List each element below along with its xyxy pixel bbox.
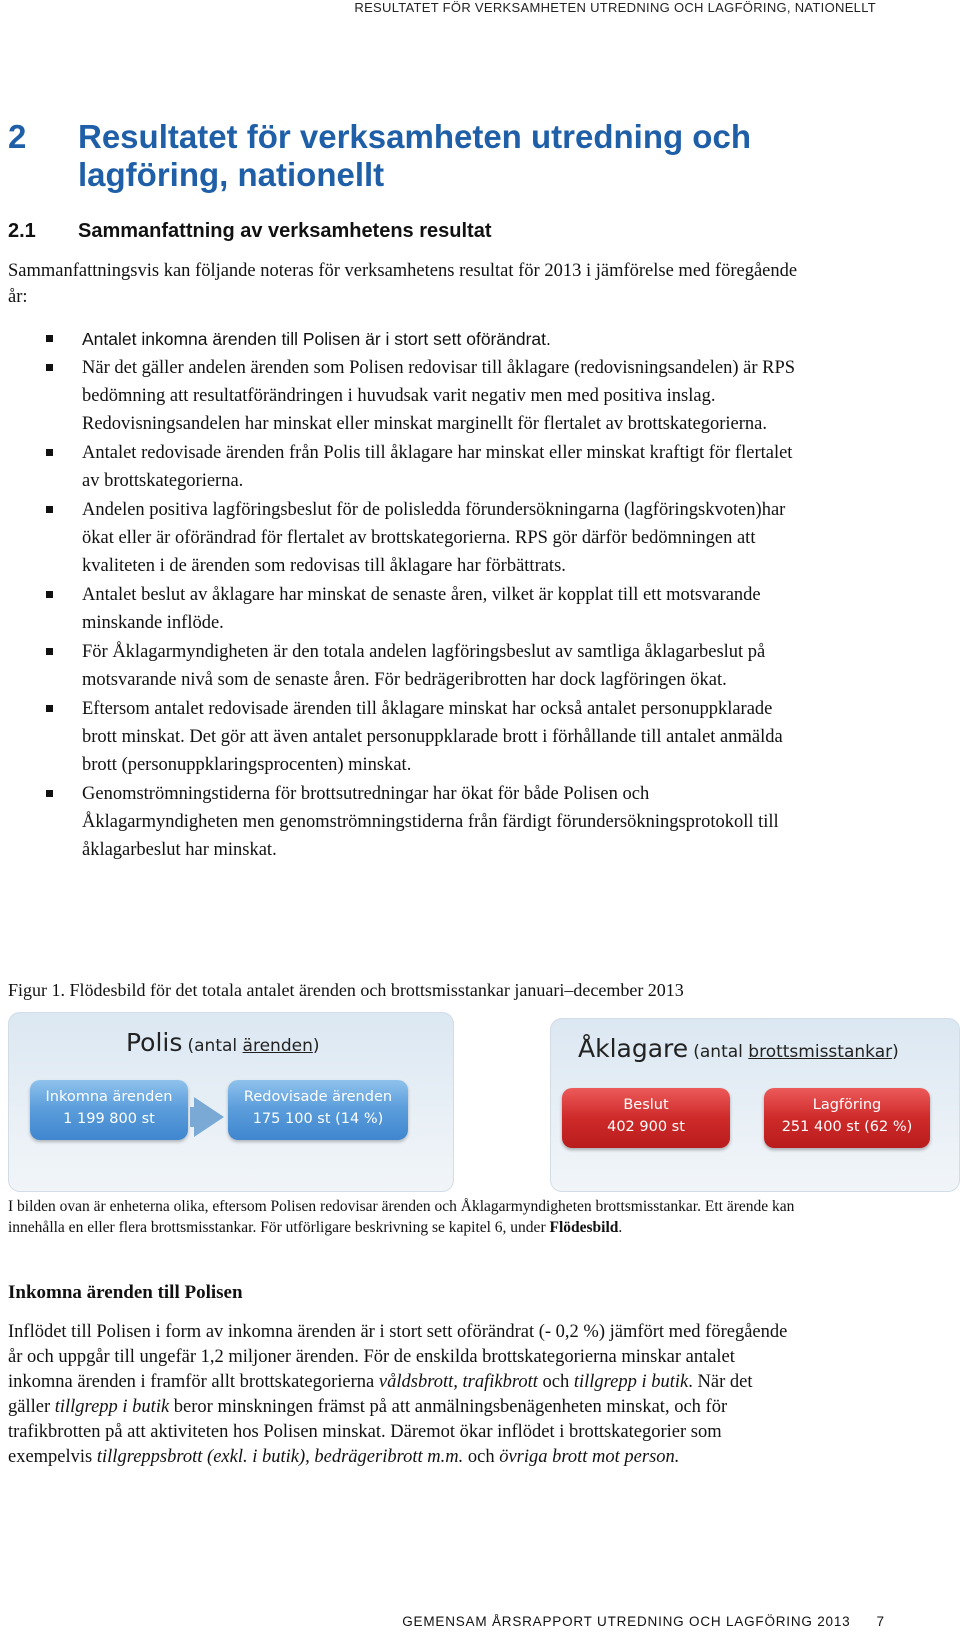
flow-diagram bbox=[8, 1012, 960, 1194]
beslut-box: Beslut 402 900 st bbox=[562, 1088, 730, 1148]
bullet-square-icon bbox=[46, 335, 53, 342]
bullet-square-icon bbox=[46, 705, 53, 712]
section-number: 2 bbox=[8, 118, 27, 155]
bullet-square-icon bbox=[46, 648, 53, 655]
list-item: Antalet beslut av åklagare har minskat de senaste åren, vilket är kopplat till ett motsvarande minskande inflöde. bbox=[8, 581, 808, 637]
intro-paragraph: Sammanfattningsvis kan följande noteras för verksamhetens resultat för 2013 i jämförelse med föregående år: bbox=[8, 261, 798, 307]
redovisade-box: Redovisade ärenden 175 100 st (14 %) bbox=[228, 1080, 408, 1140]
list-item: Genomströmningstiderna för brottsutredningar har ökat för både Polisen och Åklagarmyndigheten men genomströmningstiderna från färdigt förundersökningsprotokoll till åklagarbeslut har minskat. bbox=[8, 780, 808, 864]
inkomna-heading: Inkomna ärenden till Polisen bbox=[8, 1282, 243, 1303]
subsection-number: 2.1 bbox=[8, 220, 36, 242]
bullet-square-icon bbox=[46, 449, 53, 456]
bullet-square-icon bbox=[46, 506, 53, 513]
summary-list bbox=[8, 325, 808, 865]
arrow-right-icon bbox=[194, 1097, 224, 1137]
inkomna-paragraph: Inflödet till Polisen i form av inkomna ärenden är i stort sett oförändrat (- 0,2 %) jämfört med föregående år och uppgår till ungefär 1,2 miljoner ärenden. För de enskilda brottskategorierna minskar antalet inkomna ärenden i framför allt brottskategorierna våldsbrott, trafikbrott och tillgrepp i butik. När det gäller tillgrepp i butik beror minskningen främst på att anmälningsbenägenheten minskat, och för trafikbrotten på att aktiviteten hos Polisen minskat. Däremot ökar inflödet i brottskategorier som exempelvis tillgreppsbrott (exkl. i butik), bedrägeribrott m.m. och övriga brott mot person. bbox=[8, 1322, 788, 1467]
subsection-heading bbox=[8, 220, 492, 243]
list-item: Eftersom antalet redovisade ärenden till åklagare minskat har också antalet personuppklarade brott minskat. Det gör att även antalet personuppklarade brott i förhållande till antalet anmälda brott (personuppklaringsprocenten) minskat. bbox=[8, 695, 808, 779]
subsection-title: Sammanfattning av verksamhetens resultat bbox=[78, 220, 492, 242]
running-header: RESULTATET FÖR VERKSAMHETEN UTREDNING OCH LAGFÖRING, NATIONELLT bbox=[354, 0, 876, 15]
list-item: När det gäller andelen ärenden som Polisen redovisar till åklagare (redovisningsandelen) är RPS bedömning att resultatförändringen i huvudsak varit negativ men med positiva inslag. Redovisningsandelen har minskat eller minskat marginellt för flertalet av brottskategorierna. bbox=[8, 354, 808, 438]
list-item: Antalet inkomna ärenden till Polisen är i stort sett oförändrat. bbox=[8, 325, 808, 353]
lagforing-box: Lagföring 251 400 st (62 %) bbox=[764, 1088, 930, 1148]
list-item: Andelen positiva lagföringsbeslut för de polisledda förundersökningarna (lagföringskvoten)har ökat eller är oförändrad för flertalet av brottskategorierna. RPS gör därför bedömningen att kvaliteten i de ärenden som redovisas till åklagare har förbättrats. bbox=[8, 496, 808, 580]
bullet-square-icon bbox=[46, 364, 53, 371]
list-item: Antalet redovisade ärenden från Polis till åklagare har minskat eller minskat kraftigt för flertalet av brottskategorierna. bbox=[8, 439, 808, 495]
bullet-square-icon bbox=[46, 591, 53, 598]
aklagare-panel-title: Åklagare (antal brottsmisstankar) bbox=[578, 1034, 899, 1063]
page-number: 7 bbox=[876, 1614, 884, 1629]
figure-note: I bilden ovan är enheterna olika, eftersom Polisen redovisar ärenden och Åklagarmyndigheten brottsmisstankar. Ett ärende kan innehålla en eller flera brottsmisstankar. För utförligare beskrivning se kapitel 6, under Flödesbild. bbox=[8, 1198, 795, 1236]
section-title: Resultatet för verksamheten utredning och lagföring, nationellt bbox=[78, 118, 751, 193]
footer-title: GEMENSAM ÅRSRAPPORT UTREDNING OCH LAGFÖRING 2013 bbox=[402, 1614, 851, 1629]
inkomna-box: Inkomna ärenden 1 199 800 st bbox=[30, 1080, 188, 1140]
list-item: För Åklagarmyndigheten är den totala andelen lagföringsbeslut av samtliga åklagarbeslut på motsvarande nivå som de senaste åren. För bedrägeribrotten har dock lagföringen ökat. bbox=[8, 638, 808, 694]
bullet-square-icon bbox=[46, 790, 53, 797]
polis-panel bbox=[8, 1012, 454, 1192]
polis-panel-title: Polis (antal ärenden) bbox=[126, 1028, 320, 1057]
figure-caption: Figur 1. Flödesbild för det totala antalet ärenden och brottsmisstankar januari–december 2013 bbox=[8, 980, 684, 1000]
page-footer bbox=[402, 1614, 884, 1629]
